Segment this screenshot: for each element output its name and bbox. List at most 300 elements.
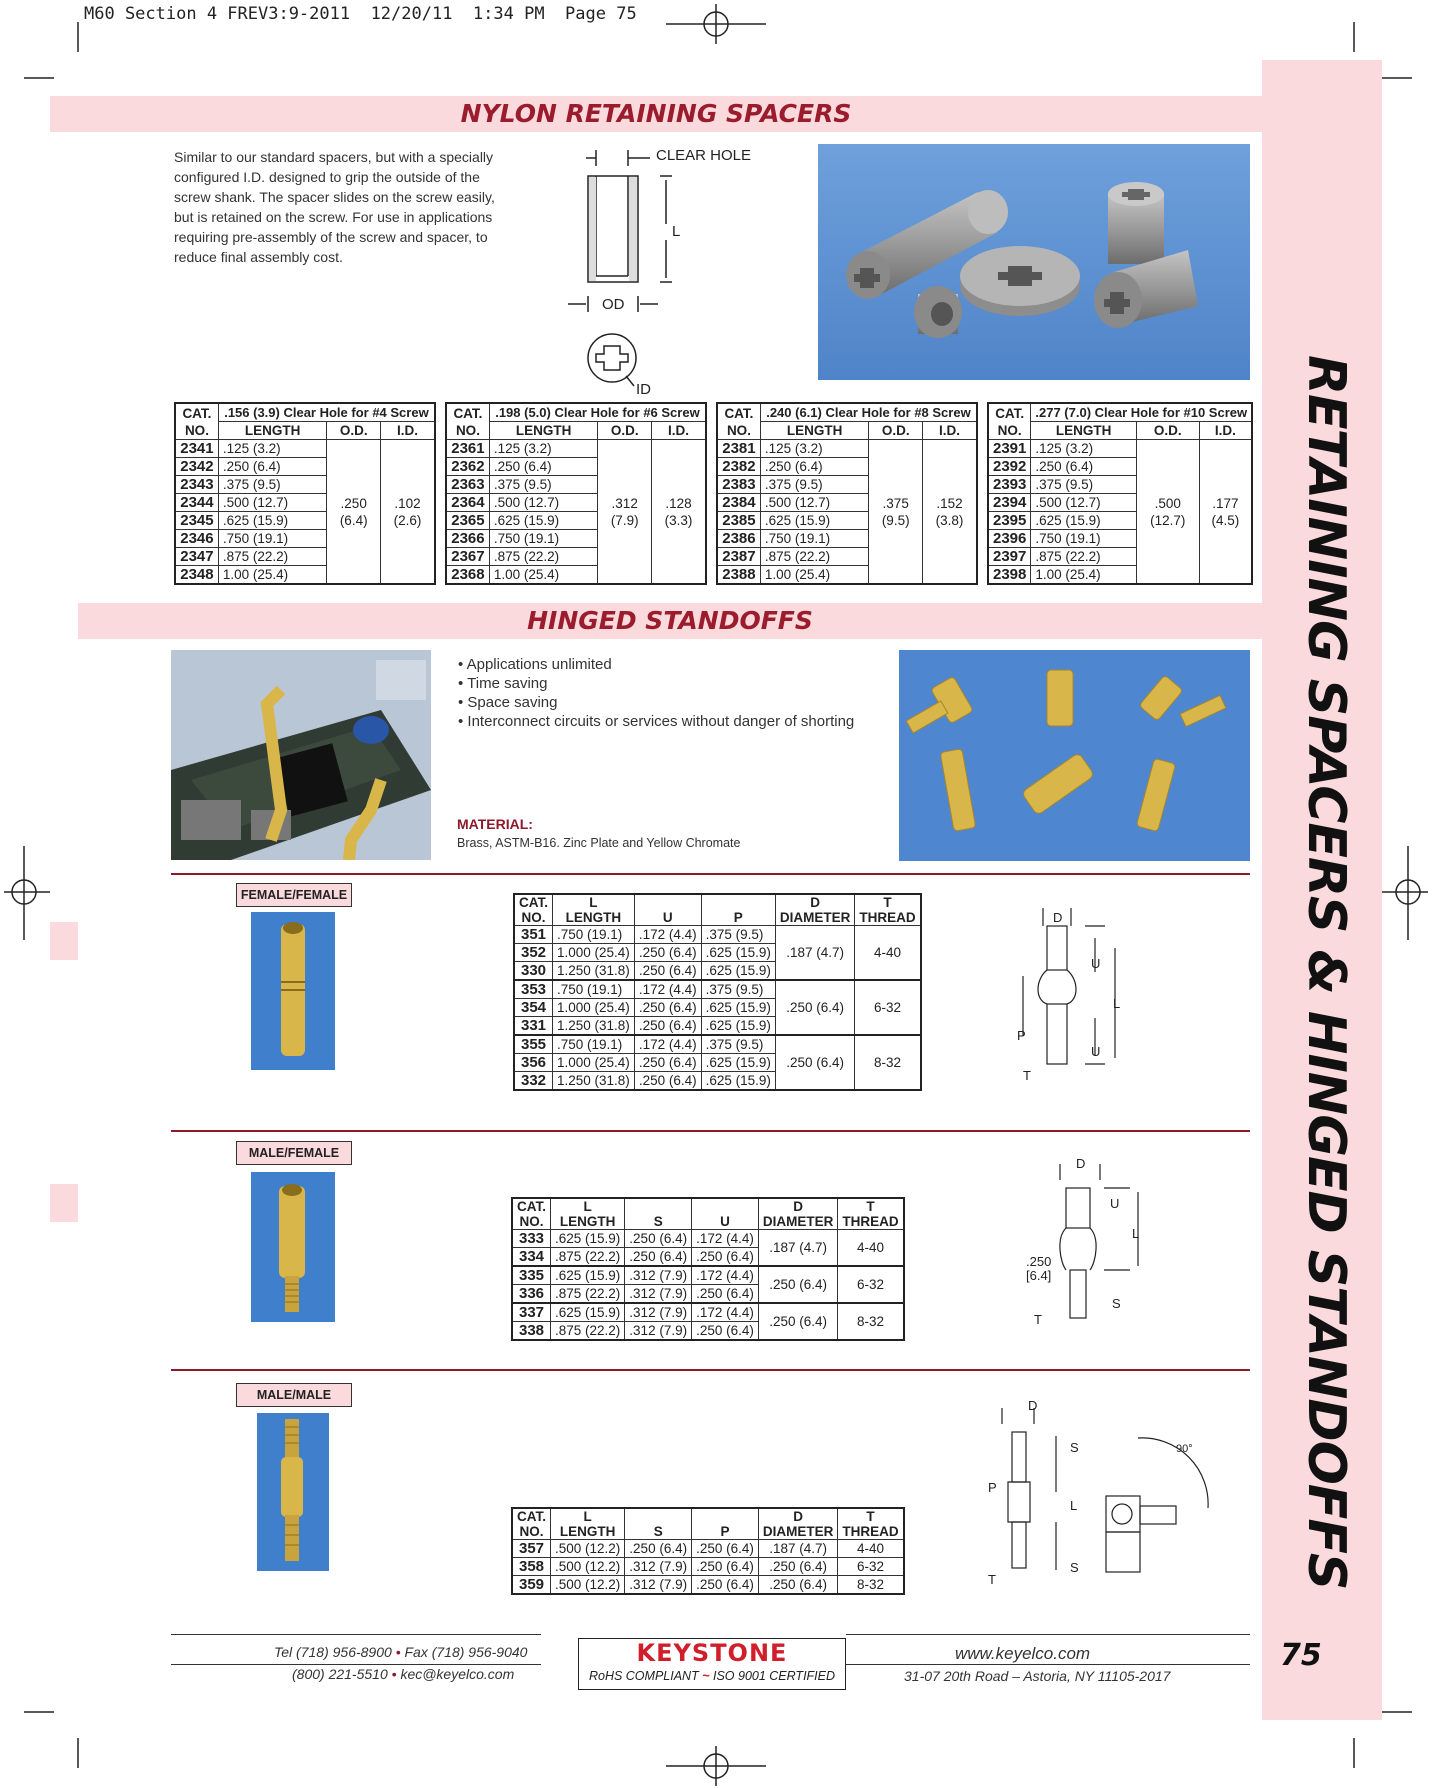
header-line: U xyxy=(720,1214,730,1229)
mf-u-label: U xyxy=(1110,1196,1120,1211)
cat-no-cell: 2363 xyxy=(446,476,489,494)
diameter-cell: .187 (4.7) xyxy=(775,926,855,981)
cat-no-cell: 2367 xyxy=(446,548,489,566)
section-divider xyxy=(171,873,1250,875)
print-header: M60 Section 4 FREV3:9-2011 12/20/11 1:34 PM Page 75 xyxy=(84,4,637,24)
length-header: LENGTH xyxy=(760,422,868,440)
value-cell: .625 (15.9) xyxy=(701,944,775,962)
value-cell: .172 (4.4) xyxy=(692,1230,759,1248)
value-cell: .312 (7.9) xyxy=(625,1303,692,1322)
cat-no-cell: 2341 xyxy=(175,440,218,458)
cat-no-cell: 2384 xyxy=(717,494,760,512)
header-line: L xyxy=(583,1509,592,1524)
no-header-text: NO. xyxy=(726,422,751,438)
table-row xyxy=(512,1558,904,1576)
cat-no-cell: 330 xyxy=(514,962,553,981)
id-mm-value: (4.5) xyxy=(1211,512,1240,528)
value-cell: .625 (15.9) xyxy=(701,962,775,981)
value-cell: .375 (9.5) xyxy=(701,980,775,999)
header-line: S xyxy=(653,1524,663,1539)
value-cell: .250 (6.4) xyxy=(758,1558,838,1576)
cat-no-cell: 2393 xyxy=(988,476,1031,494)
address-text: 31-07 20th Road – Astoria, NY 11105-2017 xyxy=(904,1668,1171,1684)
value-cell: .312 (7.9) xyxy=(625,1322,692,1341)
column-header xyxy=(758,1508,838,1540)
clear-hole-label: CLEAR HOLE xyxy=(656,147,752,164)
cat-no-cell: 337 xyxy=(512,1303,551,1322)
value-cell: .625 (15.9) xyxy=(701,1017,775,1036)
column-header xyxy=(701,894,775,926)
rohs-text: RoHS COMPLIANT xyxy=(588,1669,699,1683)
mf-label: MALE/FEMALE xyxy=(236,1141,352,1165)
footer-contact-1: Tel (718) 956-8900 • Fax (718) 956-9040 xyxy=(274,1644,528,1660)
value-cell: .375 (9.5) xyxy=(701,1035,775,1054)
cat-no-header xyxy=(446,403,489,440)
nylon-table xyxy=(987,402,1253,585)
cat-no-cell: 2385 xyxy=(717,512,760,530)
value-cell: 1.250 (31.8) xyxy=(553,962,635,981)
cat-no-cell: 2386 xyxy=(717,530,760,548)
nylon-spacers-photo xyxy=(818,144,1250,380)
header-line: T xyxy=(866,1509,875,1524)
no-header-text: NO. xyxy=(184,422,209,438)
cat-no-cell: 2368 xyxy=(446,566,489,585)
mf-dim1-label: .250 xyxy=(1026,1254,1052,1269)
header-line: S xyxy=(653,1214,663,1229)
length-cell: .750 (19.1) xyxy=(760,530,868,548)
cat-no-cell: 2387 xyxy=(717,548,760,566)
value-cell: .625 (15.9) xyxy=(701,1072,775,1091)
mm-t-label: T xyxy=(988,1572,996,1587)
header-line: LENGTH xyxy=(559,1524,616,1539)
cat-no-cell: 2381 xyxy=(717,440,760,458)
feature-list xyxy=(458,655,854,731)
section-divider xyxy=(171,1369,1250,1371)
length-cell: .625 (15.9) xyxy=(1031,512,1136,530)
cat-no-cell: 358 xyxy=(512,1558,551,1576)
table-header-row xyxy=(717,403,977,422)
column-header xyxy=(551,1508,625,1540)
cat-no-cell: 2347 xyxy=(175,548,218,566)
length-cell: 1.00 (25.4) xyxy=(1031,566,1136,585)
cat-no-cell: 352 xyxy=(514,944,553,962)
header-line: NO. xyxy=(521,910,546,925)
column-header xyxy=(692,1508,759,1540)
length-cell: .375 (9.5) xyxy=(760,476,868,494)
thread-cell: 4-40 xyxy=(838,1230,904,1267)
length-header: LENGTH xyxy=(1031,422,1136,440)
thread-cell: 4-40 xyxy=(855,926,921,981)
cat-no-cell: 2342 xyxy=(175,458,218,476)
cat-no-cell: 354 xyxy=(514,999,553,1017)
cat-no-cell: 2394 xyxy=(988,494,1031,512)
length-cell: .250 (6.4) xyxy=(1031,458,1136,476)
keystone-logo-box xyxy=(578,1638,846,1690)
header-line: THREAD xyxy=(859,910,916,925)
od-cell xyxy=(598,440,652,585)
value-cell: .625 (15.9) xyxy=(701,1054,775,1072)
mf-l-label: L xyxy=(1132,1226,1140,1241)
table-row xyxy=(175,440,435,458)
nylon-section-bar xyxy=(50,96,1262,132)
id-header: I.D. xyxy=(923,422,977,440)
length-cell: .250 (6.4) xyxy=(760,458,868,476)
phone-text: (800) 221-5510 xyxy=(292,1666,388,1682)
value-cell: .750 (19.1) xyxy=(553,1035,635,1054)
column-header xyxy=(512,1198,551,1230)
cat-no-cell: 332 xyxy=(514,1072,553,1091)
id-header: I.D. xyxy=(1199,422,1252,440)
side-title: RETAINING SPACERS & HINGED STANDOFFS xyxy=(1296,355,1356,1590)
table-row xyxy=(512,1230,904,1248)
length-cell: .500 (12.7) xyxy=(489,494,597,512)
length-cell: .250 (6.4) xyxy=(489,458,597,476)
feature-item: • Applications unlimited xyxy=(458,655,854,674)
value-cell: 1.000 (25.4) xyxy=(553,1054,635,1072)
cert-line: RoHS COMPLIANT ~ ISO 9001 CERTIFIED xyxy=(588,1669,836,1683)
footer-line xyxy=(846,1634,1250,1635)
cat-no-cell: 2362 xyxy=(446,458,489,476)
mm-p-label: P xyxy=(988,1480,997,1495)
value-cell: .375 (9.5) xyxy=(701,926,775,944)
value-cell: .172 (4.4) xyxy=(634,926,701,944)
mf-t-label: T xyxy=(1034,1312,1042,1327)
mf-d-label: D xyxy=(1076,1156,1086,1171)
diameter-cell: .187 (4.7) xyxy=(758,1230,838,1267)
value-cell: .172 (4.4) xyxy=(692,1266,759,1285)
column-header xyxy=(838,1198,904,1230)
length-cell: .250 (6.4) xyxy=(218,458,326,476)
ff-label: FEMALE/FEMALE xyxy=(236,883,352,907)
value-cell: 6-32 xyxy=(838,1558,904,1576)
no-header-text: NO. xyxy=(997,422,1022,438)
brass-standoffs-photo xyxy=(899,650,1250,861)
thread-cell: 8-32 xyxy=(838,1303,904,1340)
od-value: .312 xyxy=(611,495,638,511)
length-cell: .875 (22.2) xyxy=(218,548,326,566)
thread-cell: 6-32 xyxy=(838,1266,904,1303)
id-cell xyxy=(652,440,706,585)
cat-no-cell: 2392 xyxy=(988,458,1031,476)
header-line: T xyxy=(866,1199,875,1214)
value-cell: .312 (7.9) xyxy=(625,1285,692,1304)
od-mm-value: (9.5) xyxy=(881,512,910,528)
value-cell: .250 (6.4) xyxy=(692,1540,759,1558)
id-value: .177 xyxy=(1212,495,1239,511)
header-line: P xyxy=(720,1524,730,1539)
material-text: Brass, ASTM-B16. Zinc Plate and Yellow Chromate xyxy=(457,836,741,850)
diameter-cell: .250 (6.4) xyxy=(775,1035,855,1090)
value-cell: .625 (15.9) xyxy=(701,999,775,1017)
column-header xyxy=(625,1198,692,1230)
value-cell: .250 (6.4) xyxy=(692,1285,759,1304)
header-line: DIAMETER xyxy=(762,1524,834,1539)
table-row xyxy=(514,1035,921,1054)
column-header xyxy=(758,1198,838,1230)
mf-diagram xyxy=(1020,1152,1160,1332)
value-cell: .187 (4.7) xyxy=(758,1540,838,1558)
cat-no-cell: 338 xyxy=(512,1322,551,1341)
mm-diagram xyxy=(980,1396,1230,1596)
pink-tab xyxy=(50,922,78,960)
od-label: OD xyxy=(602,296,625,313)
mm-d-label: D xyxy=(1028,1398,1038,1413)
value-cell: .875 (22.2) xyxy=(551,1248,625,1267)
cat-no-cell: 2365 xyxy=(446,512,489,530)
cat-no-cell: 2398 xyxy=(988,566,1031,585)
nylon-table xyxy=(445,402,707,585)
length-cell: 1.00 (25.4) xyxy=(218,566,326,585)
value-cell: .625 (15.9) xyxy=(551,1230,625,1248)
header-line: DIAMETER xyxy=(762,1214,834,1229)
tel-text: Tel (718) 956-8900 xyxy=(274,1644,392,1660)
table-row xyxy=(988,440,1252,458)
value-cell: 1.000 (25.4) xyxy=(553,944,635,962)
clear-hole-header: .240 (6.1) Clear Hole for #8 Screw xyxy=(760,403,977,422)
clear-hole-header: .156 (3.9) Clear Hole for #4 Screw xyxy=(218,403,435,422)
mm-photo xyxy=(257,1413,329,1571)
od-header: O.D. xyxy=(327,422,381,440)
header-line: U xyxy=(662,910,673,925)
page-number: 75 xyxy=(1280,1638,1322,1673)
value-cell: .750 (19.1) xyxy=(553,980,635,999)
od-value: .500 xyxy=(1154,495,1181,511)
value-cell: .172 (4.4) xyxy=(692,1303,759,1322)
diameter-cell: .250 (6.4) xyxy=(775,980,855,1035)
value-cell: .500 (12.2) xyxy=(551,1558,625,1576)
column-header xyxy=(553,894,635,926)
value-cell: .500 (12.2) xyxy=(551,1540,625,1558)
cat-no-cell: 2361 xyxy=(446,440,489,458)
column-header xyxy=(514,894,553,926)
length-cell: .750 (19.1) xyxy=(1031,530,1136,548)
length-header: LENGTH xyxy=(489,422,597,440)
nylon-table xyxy=(174,402,436,585)
table-header-row xyxy=(175,403,435,422)
value-cell: .250 (6.4) xyxy=(692,1576,759,1595)
cat-no-cell: 333 xyxy=(512,1230,551,1248)
cat-no-cell: 2396 xyxy=(988,530,1031,548)
footer-line xyxy=(171,1634,541,1635)
value-cell: .500 (12.2) xyxy=(551,1576,625,1595)
value-cell: .250 (6.4) xyxy=(692,1248,759,1267)
mm-s1-label: S xyxy=(1070,1440,1079,1455)
header-line: LENGTH xyxy=(559,1214,616,1229)
feature-item: • Interconnect circuits or services without danger of shorting xyxy=(458,712,854,731)
clear-hole-header: .198 (5.0) Clear Hole for #6 Screw xyxy=(489,403,706,422)
diameter-cell: .250 (6.4) xyxy=(758,1266,838,1303)
od-value: .375 xyxy=(882,495,909,511)
website-link[interactable]: www.keyelco.com xyxy=(955,1644,1091,1663)
value-cell: .250 (6.4) xyxy=(634,1072,701,1091)
cat-no-cell: 2382 xyxy=(717,458,760,476)
cat-header-text: CAT. xyxy=(453,405,483,421)
value-cell: .172 (4.4) xyxy=(634,1035,701,1054)
cat-header-text: CAT. xyxy=(724,405,754,421)
cat-no-cell: 351 xyxy=(514,926,553,944)
nylon-table xyxy=(716,402,978,585)
header-line: L xyxy=(583,1199,592,1214)
od-cell xyxy=(327,440,381,585)
cat-no-cell: 331 xyxy=(514,1017,553,1036)
cat-header-text: CAT. xyxy=(995,405,1025,421)
length-cell: .750 (19.1) xyxy=(218,530,326,548)
length-cell: .875 (22.2) xyxy=(489,548,597,566)
header-line: NO. xyxy=(519,1214,544,1229)
value-cell: .250 (6.4) xyxy=(625,1248,692,1267)
no-header-text: NO. xyxy=(455,422,480,438)
cat-no-cell: 2346 xyxy=(175,530,218,548)
length-cell: .125 (3.2) xyxy=(760,440,868,458)
mf-photo xyxy=(251,1172,335,1322)
table-row xyxy=(512,1266,904,1285)
cat-no-cell: 2391 xyxy=(988,440,1031,458)
email-link[interactable]: kec@keyelco.com xyxy=(400,1666,515,1682)
length-cell: .875 (22.2) xyxy=(760,548,868,566)
cat-no-cell: 2395 xyxy=(988,512,1031,530)
column-header xyxy=(634,894,701,926)
table-header-row xyxy=(512,1508,904,1540)
cat-no-cell: 355 xyxy=(514,1035,553,1054)
cat-no-cell: 2364 xyxy=(446,494,489,512)
od-header: O.D. xyxy=(1136,422,1199,440)
clear-hole-header: .277 (7.0) Clear Hole for #10 Screw xyxy=(1031,403,1252,422)
id-mm-value: (2.6) xyxy=(393,512,422,528)
length-cell: .375 (9.5) xyxy=(489,476,597,494)
value-cell: .250 (6.4) xyxy=(634,962,701,981)
ff-u2-label: U xyxy=(1091,1044,1101,1059)
length-cell: .750 (19.1) xyxy=(489,530,597,548)
mf-s-label: S xyxy=(1112,1296,1121,1311)
id-cell xyxy=(381,440,435,585)
feature-item: • Space saving xyxy=(458,693,854,712)
cat-no-cell: 357 xyxy=(512,1540,551,1558)
mf-table xyxy=(511,1197,905,1341)
id-header: I.D. xyxy=(652,422,706,440)
table-row xyxy=(514,926,921,944)
value-cell: .250 (6.4) xyxy=(692,1322,759,1341)
thread-cell: 8-32 xyxy=(855,1035,921,1090)
length-cell: .875 (22.2) xyxy=(1031,548,1136,566)
cat-no-cell: 2383 xyxy=(717,476,760,494)
id-mm-value: (3.3) xyxy=(664,512,693,528)
intro-text: Similar to our standard spacers, but with a specially configured I.D. designed to grip the outside of the screw shank. The spacer slides on the screw easily, but is retained on the screw. For use in applications requiring pre-assembly of the screw and spacer, to reduce final assembly cost. xyxy=(174,149,495,265)
spacer-diagram xyxy=(560,140,760,400)
cat-no-cell: 2348 xyxy=(175,566,218,585)
table-row xyxy=(717,440,977,458)
table-row xyxy=(446,440,706,458)
table-header-row xyxy=(988,403,1252,422)
length-header: LENGTH xyxy=(218,422,326,440)
table-row xyxy=(514,980,921,999)
column-header xyxy=(512,1508,551,1540)
nylon-section-title: NYLON RETAINING SPACERS xyxy=(460,99,852,128)
table-header-row xyxy=(514,894,921,926)
value-cell: .250 (6.4) xyxy=(634,999,701,1017)
header-line: D xyxy=(793,1199,804,1214)
od-cell xyxy=(869,440,923,585)
pink-tab xyxy=(50,1184,78,1222)
value-cell: .625 (15.9) xyxy=(551,1303,625,1322)
length-cell: .125 (3.2) xyxy=(1031,440,1136,458)
id-value: .102 xyxy=(394,495,421,511)
header-line: L xyxy=(589,895,598,910)
cat-no-cell: 2388 xyxy=(717,566,760,585)
value-cell: .312 (7.9) xyxy=(625,1266,692,1285)
ff-d-label: D xyxy=(1053,910,1063,925)
table-header-row xyxy=(446,403,706,422)
id-cell xyxy=(1199,440,1252,585)
ff-l-label: L xyxy=(1113,996,1121,1011)
column-header xyxy=(855,894,921,926)
od-header: O.D. xyxy=(869,422,923,440)
length-cell: .500 (12.7) xyxy=(760,494,868,512)
value-cell: 8-32 xyxy=(838,1576,904,1595)
value-cell: .625 (15.9) xyxy=(551,1266,625,1285)
value-cell: .172 (4.4) xyxy=(634,980,701,999)
mm-label: MALE/MALE xyxy=(236,1383,352,1407)
length-cell: .625 (15.9) xyxy=(218,512,326,530)
cat-no-cell: 336 xyxy=(512,1285,551,1304)
table-header-row xyxy=(512,1198,904,1230)
length-cell: .375 (9.5) xyxy=(218,476,326,494)
hinged-section-bar xyxy=(78,603,1262,639)
cat-no-header xyxy=(717,403,760,440)
length-cell: .625 (15.9) xyxy=(489,512,597,530)
length-cell: 1.00 (25.4) xyxy=(760,566,868,585)
cat-no-cell: 2345 xyxy=(175,512,218,530)
feature-item: • Time saving xyxy=(458,674,854,693)
cat-no-cell: 2397 xyxy=(988,548,1031,566)
table-row xyxy=(512,1576,904,1595)
value-cell: 1.250 (31.8) xyxy=(553,1017,635,1036)
value-cell: .750 (19.1) xyxy=(553,926,635,944)
length-cell: .500 (12.7) xyxy=(1031,494,1136,512)
value-cell: .250 (6.4) xyxy=(634,1017,701,1036)
cat-no-header xyxy=(175,403,218,440)
ff-table xyxy=(513,893,922,1091)
cat-no-cell: 2343 xyxy=(175,476,218,494)
ff-u1-label: U xyxy=(1091,956,1101,971)
header-line: D xyxy=(793,1509,804,1524)
id-mm-value: (3.8) xyxy=(935,512,964,528)
id-value: .128 xyxy=(665,495,692,511)
value-cell: .875 (22.2) xyxy=(551,1322,625,1341)
footer-line xyxy=(846,1664,1250,1665)
header-line: CAT. xyxy=(517,1509,546,1524)
value-cell: .250 (6.4) xyxy=(625,1230,692,1248)
od-cell xyxy=(1136,440,1199,585)
value-cell: .312 (7.9) xyxy=(625,1558,692,1576)
length-cell: .500 (12.7) xyxy=(218,494,326,512)
header-line: T xyxy=(883,895,892,910)
value-cell: .250 (6.4) xyxy=(634,944,701,962)
value-cell: .312 (7.9) xyxy=(625,1576,692,1595)
header-line: THREAD xyxy=(842,1214,899,1229)
table-row xyxy=(512,1303,904,1322)
cat-no-header xyxy=(988,403,1031,440)
diameter-cell: .250 (6.4) xyxy=(758,1303,838,1340)
header-line: LENGTH xyxy=(565,910,622,925)
mf-dim2-label: [6.4] xyxy=(1026,1268,1052,1283)
ff-diagram xyxy=(1005,908,1135,1088)
keystone-logo: KEYSTONE xyxy=(636,1639,788,1667)
od-mm-value: (12.7) xyxy=(1150,512,1186,528)
header-line: CAT. xyxy=(519,895,548,910)
ff-p-label: P xyxy=(1017,1028,1026,1043)
header-line: P xyxy=(733,910,743,925)
circuit-board-photo xyxy=(171,650,431,860)
